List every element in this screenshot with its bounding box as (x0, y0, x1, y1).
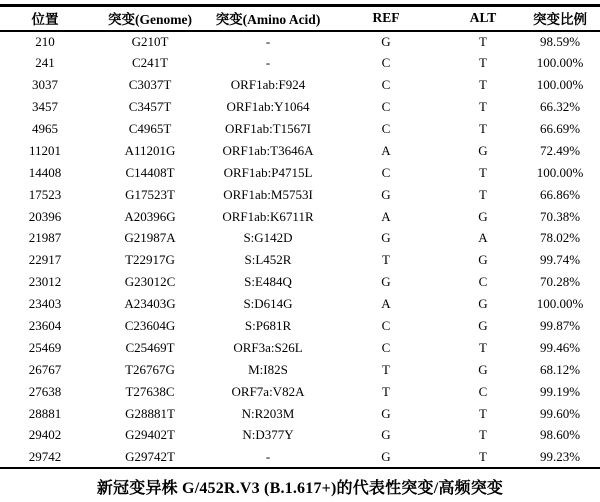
cell-amino-acid-mutation: ORF1ab:T1567I (225, 121, 311, 136)
cell-ref: G (381, 427, 391, 443)
cell-genome-mutation: G17523T (125, 186, 175, 202)
header-row (0, 6, 600, 31)
cell-genome-mutation: C3037T (128, 77, 172, 93)
cell-ratio: 99.60% (539, 405, 581, 421)
table-row (0, 271, 600, 293)
cell-position: 27638 (28, 383, 62, 399)
cell-position: 25469 (28, 339, 62, 355)
cell-alt: T (479, 186, 487, 202)
cell-amino-acid-mutation: ORF1ab:K6711R (222, 208, 314, 224)
cell-ratio: 72.49% (539, 142, 581, 158)
cell-amino-acid-mutation: S:D614G (243, 296, 293, 312)
cell-amino-acid-mutation: ORF1ab:F924 (230, 77, 306, 93)
table-row (0, 228, 600, 250)
cell-position: 14408 (28, 164, 62, 180)
cell-genome-mutation: C241T (131, 55, 169, 71)
cell-amino-acid-mutation: S:P681R (244, 318, 292, 334)
cell-position: 210 (35, 33, 55, 49)
cell-ratio: 100.00% (536, 296, 584, 312)
table-row (0, 315, 600, 337)
cell-amino-acid-mutation: M:I82S (248, 361, 288, 377)
cell-amino-acid-mutation: - (265, 55, 271, 71)
cell-ratio: 99.87% (539, 318, 581, 334)
cell-genome-mutation: G29402T (125, 427, 175, 443)
cell-genome-mutation: T26767G (125, 361, 175, 377)
cell-position: 3457 (32, 99, 58, 115)
cell-ref: A (381, 142, 391, 158)
cell-genome-mutation: C3457T (128, 99, 172, 115)
table-row (0, 293, 600, 315)
table-row (0, 162, 600, 184)
table-row (0, 249, 600, 271)
mutation-table (0, 4, 600, 469)
table-row (0, 74, 600, 96)
cell-position: 17523 (28, 186, 62, 202)
cell-amino-acid-mutation: - (265, 33, 271, 49)
cell-position: 11201 (28, 142, 62, 158)
table-row (0, 337, 600, 359)
cell-ratio: 66.69% (539, 121, 581, 136)
cell-alt: T (479, 339, 487, 355)
cell-genome-mutation: A23403G (124, 296, 176, 312)
table-row (0, 96, 600, 118)
cell-genome-mutation: G29742T (125, 448, 175, 464)
cell-ref: G (381, 405, 391, 421)
col-header-amino-acid: 突变(Amino Acid) (210, 6, 326, 31)
cell-amino-acid-mutation: ORF1ab:M5753I (223, 186, 313, 202)
cell-amino-acid-mutation: S:L452R (244, 252, 292, 268)
table-row (0, 52, 600, 74)
cell-ref: G (381, 33, 391, 49)
cell-alt: C (478, 274, 488, 290)
cell-alt: T (479, 448, 487, 464)
cell-position: 28881 (28, 405, 62, 421)
cell-ref: T (382, 361, 390, 377)
cell-ratio: 66.32% (539, 99, 581, 115)
cell-amino-acid-mutation: ORF7a:V82A (231, 383, 305, 399)
cell-genome-mutation: C23604G (124, 318, 176, 334)
cell-alt: T (479, 427, 487, 443)
cell-ref: A (381, 208, 391, 224)
cell-alt: G (478, 318, 488, 334)
cell-amino-acid-mutation: N:R203M (241, 405, 295, 421)
cell-alt: G (478, 208, 488, 224)
table-row (0, 446, 600, 468)
cell-genome-mutation: C14408T (125, 164, 175, 180)
cell-genome-mutation: G28881T (125, 405, 175, 421)
col-header-genome: 突变(Genome) (90, 6, 210, 31)
cell-position: 23012 (28, 274, 62, 290)
cell-ref: C (381, 164, 391, 180)
cell-alt: T (479, 405, 487, 421)
cell-alt: T (479, 164, 487, 180)
cell-amino-acid-mutation: S:G142D (243, 230, 293, 246)
cell-alt: T (479, 33, 487, 49)
cell-ref: T (382, 383, 390, 399)
cell-ratio: 68.12% (539, 361, 581, 377)
cell-alt: G (478, 252, 488, 268)
cell-alt: T (479, 55, 487, 71)
cell-genome-mutation: G23012C (124, 274, 176, 290)
cell-genome-mutation: A11201G (124, 142, 176, 158)
cell-ratio: 98.59% (539, 33, 581, 49)
table-row (0, 425, 600, 447)
cell-position: 26767 (28, 361, 62, 377)
cell-genome-mutation: C4965T (128, 121, 172, 136)
cell-ratio: 98.60% (539, 427, 581, 443)
cell-ref: C (381, 55, 391, 71)
cell-ref: A (381, 296, 391, 312)
cell-ref: C (381, 99, 391, 115)
cell-ref: G (381, 230, 391, 246)
cell-amino-acid-mutation: - (265, 448, 271, 464)
cell-alt: G (478, 361, 488, 377)
cell-alt: T (479, 121, 487, 136)
table-row (0, 184, 600, 206)
col-header-ref: REF (326, 6, 446, 31)
cell-position: 23403 (28, 296, 62, 312)
cell-ratio: 78.02% (539, 230, 581, 246)
table-caption: 新冠变异株 G/452R.V3 (B.1.617+)的代表性突变/高频突变 (96, 480, 504, 498)
cell-ref: C (381, 121, 391, 136)
cell-ref: G (381, 274, 391, 290)
cell-genome-mutation: C25469T (125, 339, 175, 355)
cell-position: 21987 (28, 230, 62, 246)
cell-genome-mutation: T27638C (125, 383, 175, 399)
cell-alt: T (479, 77, 487, 93)
col-header-ratio: 突变比例 (520, 6, 600, 31)
cell-genome-mutation: G210T (131, 33, 169, 49)
cell-ratio: 66.86% (539, 186, 581, 202)
cell-ratio: 100.00% (536, 77, 584, 93)
table-row (0, 359, 600, 381)
cell-position: 241 (35, 55, 55, 71)
table-row (0, 206, 600, 228)
cell-alt: A (478, 230, 488, 246)
cell-ratio: 99.23% (539, 448, 581, 464)
cell-ref: T (382, 252, 390, 268)
cell-ratio: 100.00% (536, 164, 584, 180)
cell-alt: C (478, 383, 488, 399)
cell-position: 22917 (28, 252, 62, 268)
cell-ref: C (381, 318, 391, 334)
cell-ref: C (381, 339, 391, 355)
cell-position: 29402 (28, 427, 62, 443)
cell-position: 20396 (28, 208, 62, 224)
cell-genome-mutation: G21987A (124, 230, 176, 246)
cell-ref: C (381, 77, 391, 93)
cell-amino-acid-mutation: ORF3a:S26L (233, 339, 303, 355)
table-row (0, 381, 600, 403)
cell-position: 4965 (32, 121, 58, 136)
cell-ratio: 70.28% (539, 274, 581, 290)
cell-position: 23604 (28, 318, 62, 334)
cell-genome-mutation: T22917G (125, 252, 175, 268)
cell-amino-acid-mutation: ORF1ab:T3646A (222, 142, 314, 158)
cell-ratio: 99.46% (539, 339, 581, 355)
cell-ratio: 100.00% (536, 55, 584, 71)
table-row (0, 118, 600, 140)
cell-amino-acid-mutation: ORF1ab:P4715L (223, 164, 313, 180)
cell-ref: G (381, 448, 391, 464)
cell-alt: G (478, 142, 488, 158)
cell-alt: G (478, 296, 488, 312)
col-header-position: 位置 (0, 6, 90, 31)
table-row (0, 403, 600, 425)
cell-ratio: 99.19% (539, 383, 581, 399)
cell-amino-acid-mutation: S:E484Q (244, 274, 292, 290)
cell-amino-acid-mutation: ORF1ab:Y1064 (226, 99, 310, 115)
cell-position: 29742 (28, 448, 62, 464)
table-row (0, 140, 600, 162)
cell-alt: T (479, 99, 487, 115)
cell-ratio: 99.74% (539, 252, 581, 268)
table-row (0, 31, 600, 53)
cell-position: 3037 (32, 77, 58, 93)
col-header-alt: ALT (446, 6, 520, 31)
cell-ref: G (381, 186, 391, 202)
cell-ratio: 70.38% (539, 208, 581, 224)
cell-genome-mutation: A20396G (124, 208, 176, 224)
cell-amino-acid-mutation: N:D377Y (242, 427, 294, 443)
